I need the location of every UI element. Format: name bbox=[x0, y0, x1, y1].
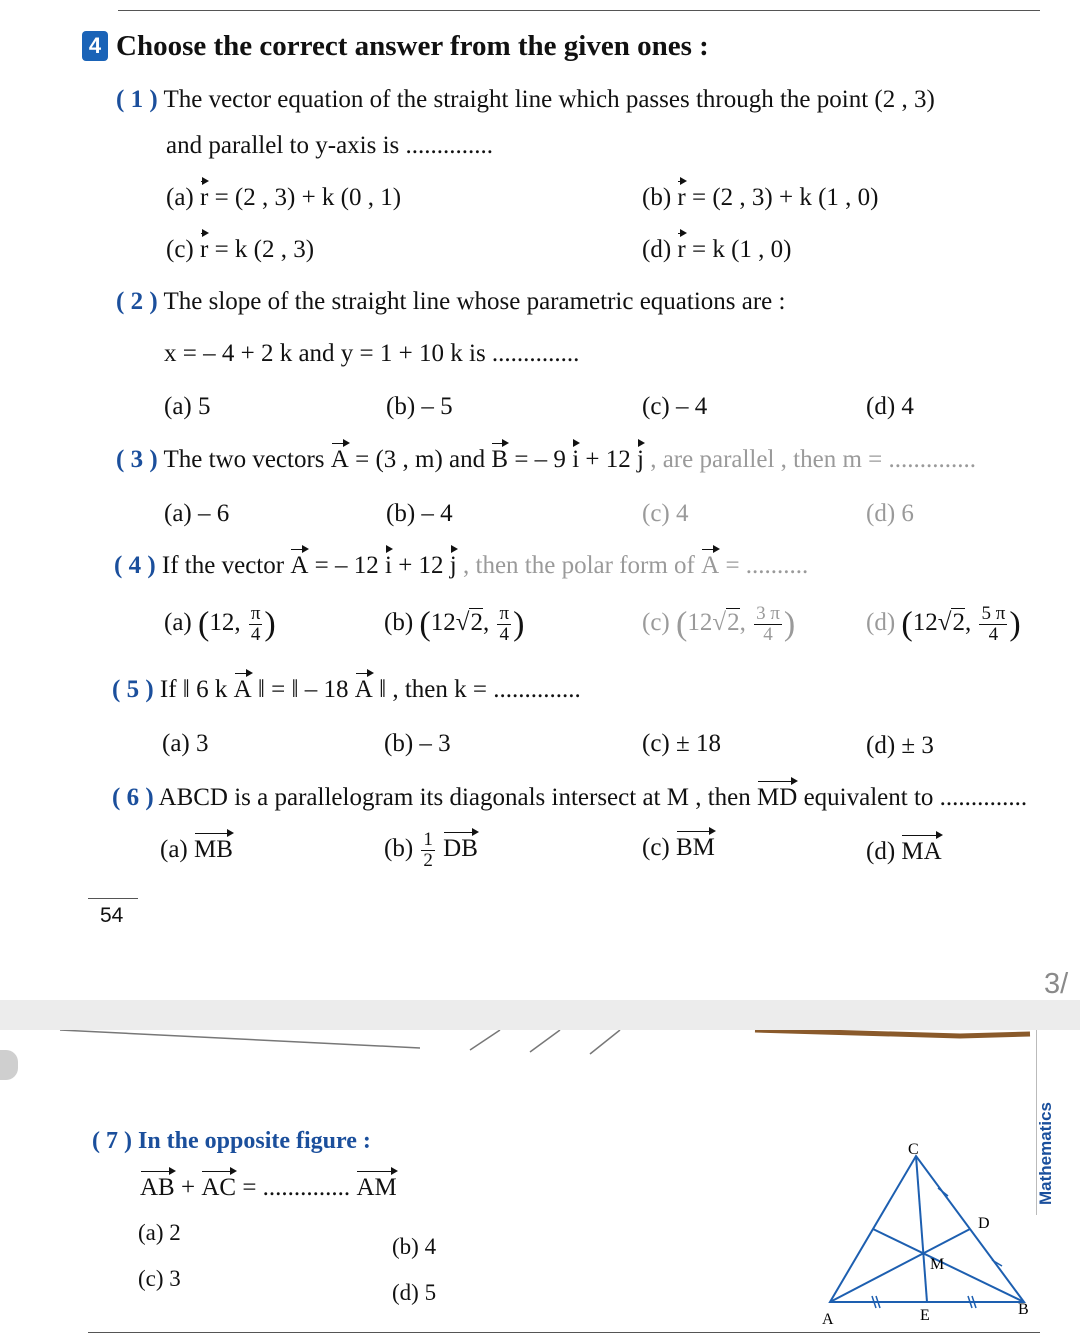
q4-text: = – 12 bbox=[314, 552, 379, 579]
option-label: (b) bbox=[384, 609, 414, 637]
q1-line2: and parallel to y-axis is .............. bbox=[166, 132, 494, 159]
q4-number: ( 4 ) bbox=[114, 552, 156, 579]
option-label: (d) bbox=[866, 609, 896, 637]
vector-AC: AC bbox=[201, 1174, 237, 1201]
q2-option-d[interactable]: (d) 4 bbox=[866, 393, 914, 420]
section-title: Choose the correct answer from the given ones : bbox=[116, 30, 709, 62]
q2-number: ( 2 ) bbox=[116, 288, 158, 315]
angle-fraction: $\frac{\pi}{4}$ bbox=[250, 603, 261, 645]
triangle-outline bbox=[830, 1156, 1024, 1302]
page-number: 54 bbox=[100, 904, 124, 927]
label-M: M bbox=[930, 1256, 945, 1273]
q3-option-d[interactable]: (d) 6 bbox=[866, 500, 914, 527]
comma: , bbox=[964, 609, 972, 637]
q3-line bbox=[116, 446, 976, 474]
q4-line bbox=[114, 552, 808, 580]
vector-A: A bbox=[290, 552, 309, 579]
q2-text: The slope of the straight line whose parametric equations are : bbox=[163, 288, 786, 315]
q5-option-d[interactable]: (d) ± 3 bbox=[866, 732, 934, 759]
next-page-edge bbox=[0, 1030, 1080, 1060]
q6-option-a[interactable] bbox=[160, 836, 233, 864]
vector-A: A bbox=[330, 446, 349, 473]
q2-option-a[interactable]: (a) 5 bbox=[164, 393, 211, 420]
q7-option-a[interactable]: (a) 2 bbox=[138, 1220, 181, 1245]
sqrt-sign: √ bbox=[455, 609, 470, 637]
q5-text: ‖ , then k = .............. bbox=[379, 676, 581, 703]
paren-left: ( bbox=[676, 605, 688, 643]
angle-fraction: $\frac{\pi}{4}$ bbox=[499, 603, 510, 645]
unit-j: j bbox=[449, 552, 457, 579]
q6-option-c[interactable] bbox=[642, 834, 715, 862]
q7-option-c[interactable]: (c) 3 bbox=[138, 1266, 181, 1291]
q3-option-b[interactable]: (b) – 4 bbox=[386, 500, 453, 527]
q4-text: = .......... bbox=[725, 552, 809, 579]
paren-left: ( bbox=[198, 605, 210, 643]
option-text: = (2 , 3) + k (1 , 0) bbox=[691, 184, 879, 211]
paren-left: ( bbox=[419, 605, 431, 643]
q6-text: equivalent to .............. bbox=[803, 784, 1028, 811]
option-label: (c) bbox=[642, 609, 670, 637]
radicand: 2 bbox=[727, 609, 740, 637]
q4-option-c[interactable] bbox=[642, 604, 795, 645]
q5-option-a[interactable]: (a) 3 bbox=[162, 730, 209, 757]
label-C: C bbox=[908, 1141, 919, 1158]
option-text: = (2 , 3) + k (0 , 1) bbox=[214, 184, 402, 211]
option-text: = k (2 , 3) bbox=[214, 236, 315, 263]
paren-right: ) bbox=[264, 605, 276, 643]
magnitude: 12 bbox=[687, 609, 713, 637]
q5-option-c[interactable]: (c) ± 18 bbox=[642, 730, 721, 757]
option-label: (a) bbox=[166, 184, 194, 211]
q5-text: ‖ = ‖ – 18 bbox=[257, 676, 349, 703]
q6-option-b[interactable] bbox=[384, 830, 478, 871]
page-separator bbox=[0, 1000, 1080, 1030]
section-badge: 4 bbox=[82, 31, 108, 61]
r-vector: r bbox=[200, 236, 209, 263]
plus-sign: + bbox=[180, 1174, 196, 1201]
paren-right: ) bbox=[513, 605, 525, 643]
q4-option-d[interactable] bbox=[866, 604, 1021, 645]
section-header bbox=[82, 30, 709, 63]
r-vector: r bbox=[677, 184, 686, 211]
q1-option-d[interactable] bbox=[642, 236, 791, 264]
label-B: B bbox=[1018, 1301, 1029, 1318]
magnitude: 12 bbox=[912, 609, 938, 637]
unit-i: i bbox=[384, 552, 392, 579]
triangle-figure bbox=[810, 1136, 1040, 1332]
q5-text: If ‖ 6 k bbox=[159, 676, 228, 703]
radicand: 2 bbox=[952, 609, 965, 637]
paren-right: ) bbox=[783, 605, 796, 643]
option-label: (c) bbox=[166, 236, 194, 263]
q4-text: If the vector bbox=[161, 552, 285, 579]
angle-fraction: $\frac{5 \pi}{4}$ bbox=[981, 603, 1006, 645]
top-rule bbox=[118, 10, 1040, 11]
vector-A: A bbox=[701, 552, 720, 579]
magnitude: 12 bbox=[209, 609, 235, 637]
label-D: D bbox=[978, 1215, 990, 1232]
q4-text: , then the polar form of bbox=[463, 552, 695, 579]
q7-blank: = .............. bbox=[242, 1174, 351, 1201]
q1-option-c[interactable] bbox=[166, 236, 314, 264]
q2-line2: x = – 4 + 2 k and y = 1 + 10 k is .............. bbox=[164, 340, 580, 367]
q1-option-a[interactable] bbox=[166, 184, 401, 212]
q4-option-b[interactable] bbox=[384, 604, 524, 645]
r-vector: r bbox=[200, 184, 209, 211]
q3-text: , are parallel , then m = .............. bbox=[650, 446, 977, 473]
q1-option-b[interactable] bbox=[642, 184, 878, 212]
r-vector: r bbox=[677, 236, 686, 263]
angle-fraction: $\frac{3 \pi}{4}$ bbox=[756, 603, 780, 645]
option-label: (b) bbox=[384, 835, 414, 863]
label-E: E bbox=[920, 1307, 930, 1324]
bottom-rule bbox=[88, 1332, 1040, 1333]
q3-number: ( 3 ) bbox=[116, 446, 158, 473]
vector-AM: AM bbox=[356, 1174, 397, 1201]
unit-j: j bbox=[637, 446, 644, 473]
q3-text: The two vectors bbox=[163, 446, 325, 473]
q6-line bbox=[112, 784, 1027, 812]
option-label: (d) bbox=[866, 838, 896, 865]
q2-option-c[interactable]: (c) – 4 bbox=[642, 393, 708, 420]
vector-A: A bbox=[233, 676, 252, 703]
page-indicator: 3/ bbox=[1044, 968, 1069, 1000]
q5-number: ( 5 ) bbox=[112, 676, 154, 703]
q7-title: In the opposite figure : bbox=[137, 1128, 371, 1154]
q1-number: ( 1 ) bbox=[116, 86, 158, 113]
comma: , bbox=[234, 609, 241, 637]
radicand: 2 bbox=[470, 609, 483, 637]
magnitude: 12 bbox=[430, 609, 456, 637]
paren-left: ( bbox=[901, 605, 913, 643]
corner-shadow bbox=[0, 1050, 18, 1080]
q5-line bbox=[112, 676, 581, 704]
option-label: (b) bbox=[642, 184, 672, 211]
half-fraction: $\frac{1}{2}$ bbox=[423, 829, 433, 871]
q7-option-d[interactable]: (d) 5 bbox=[392, 1280, 437, 1305]
q7-option-b[interactable]: (b) 4 bbox=[392, 1234, 437, 1259]
q2-line1 bbox=[116, 288, 785, 316]
q7-title-line bbox=[92, 1128, 371, 1155]
label-A: A bbox=[822, 1311, 834, 1328]
vector-AB: AB bbox=[140, 1174, 175, 1201]
comma: , bbox=[482, 609, 490, 637]
option-label: (d) bbox=[642, 236, 672, 263]
q4-text: + 12 bbox=[398, 552, 444, 579]
q7-number: ( 7 ) bbox=[92, 1128, 132, 1154]
option-label: (c) bbox=[642, 834, 670, 861]
vector-BM: BM bbox=[676, 834, 715, 861]
q3-text: = – 9 bbox=[514, 446, 566, 473]
unit-i: i bbox=[572, 446, 580, 473]
vector-A: A bbox=[354, 676, 373, 703]
q4-option-a[interactable] bbox=[164, 604, 276, 645]
q1-text: The vector equation of the straight line which passes through the point (2 , 3) bbox=[163, 86, 935, 113]
option-text: = k (1 , 0) bbox=[691, 236, 792, 263]
sqrt-sign: √ bbox=[937, 609, 952, 637]
option-label: (a) bbox=[164, 609, 192, 637]
q6-option-d[interactable] bbox=[866, 838, 942, 866]
q2-option-b[interactable]: (b) – 5 bbox=[386, 393, 453, 420]
q7-equation bbox=[140, 1174, 397, 1202]
q3-text: + 12 bbox=[585, 446, 631, 473]
q3-option-c[interactable]: (c) 4 bbox=[642, 500, 689, 527]
vector-MA: MA bbox=[901, 838, 942, 865]
q6-number: ( 6 ) bbox=[112, 784, 154, 811]
subject-label: Mathematics bbox=[1036, 1102, 1055, 1205]
q6-text: ABCD is a parallelogram its diagonals intersect at M , then bbox=[158, 784, 751, 811]
q3-text: = (3 , m) and bbox=[355, 446, 486, 473]
vector-MD: MD bbox=[757, 784, 798, 811]
comma: , bbox=[739, 609, 746, 637]
page-number-rule bbox=[88, 898, 138, 899]
vector-B: B bbox=[491, 446, 509, 473]
vector-MB: MB bbox=[194, 836, 233, 863]
paren-right: ) bbox=[1009, 605, 1021, 643]
q5-option-b[interactable]: (b) – 3 bbox=[384, 730, 451, 757]
sqrt-sign: √ bbox=[712, 609, 727, 637]
q3-option-a[interactable]: (a) – 6 bbox=[164, 500, 230, 527]
option-label: (a) bbox=[160, 836, 188, 863]
q1-line1 bbox=[116, 86, 935, 114]
median-CE bbox=[916, 1156, 927, 1302]
vector-DB: DB bbox=[443, 835, 478, 863]
